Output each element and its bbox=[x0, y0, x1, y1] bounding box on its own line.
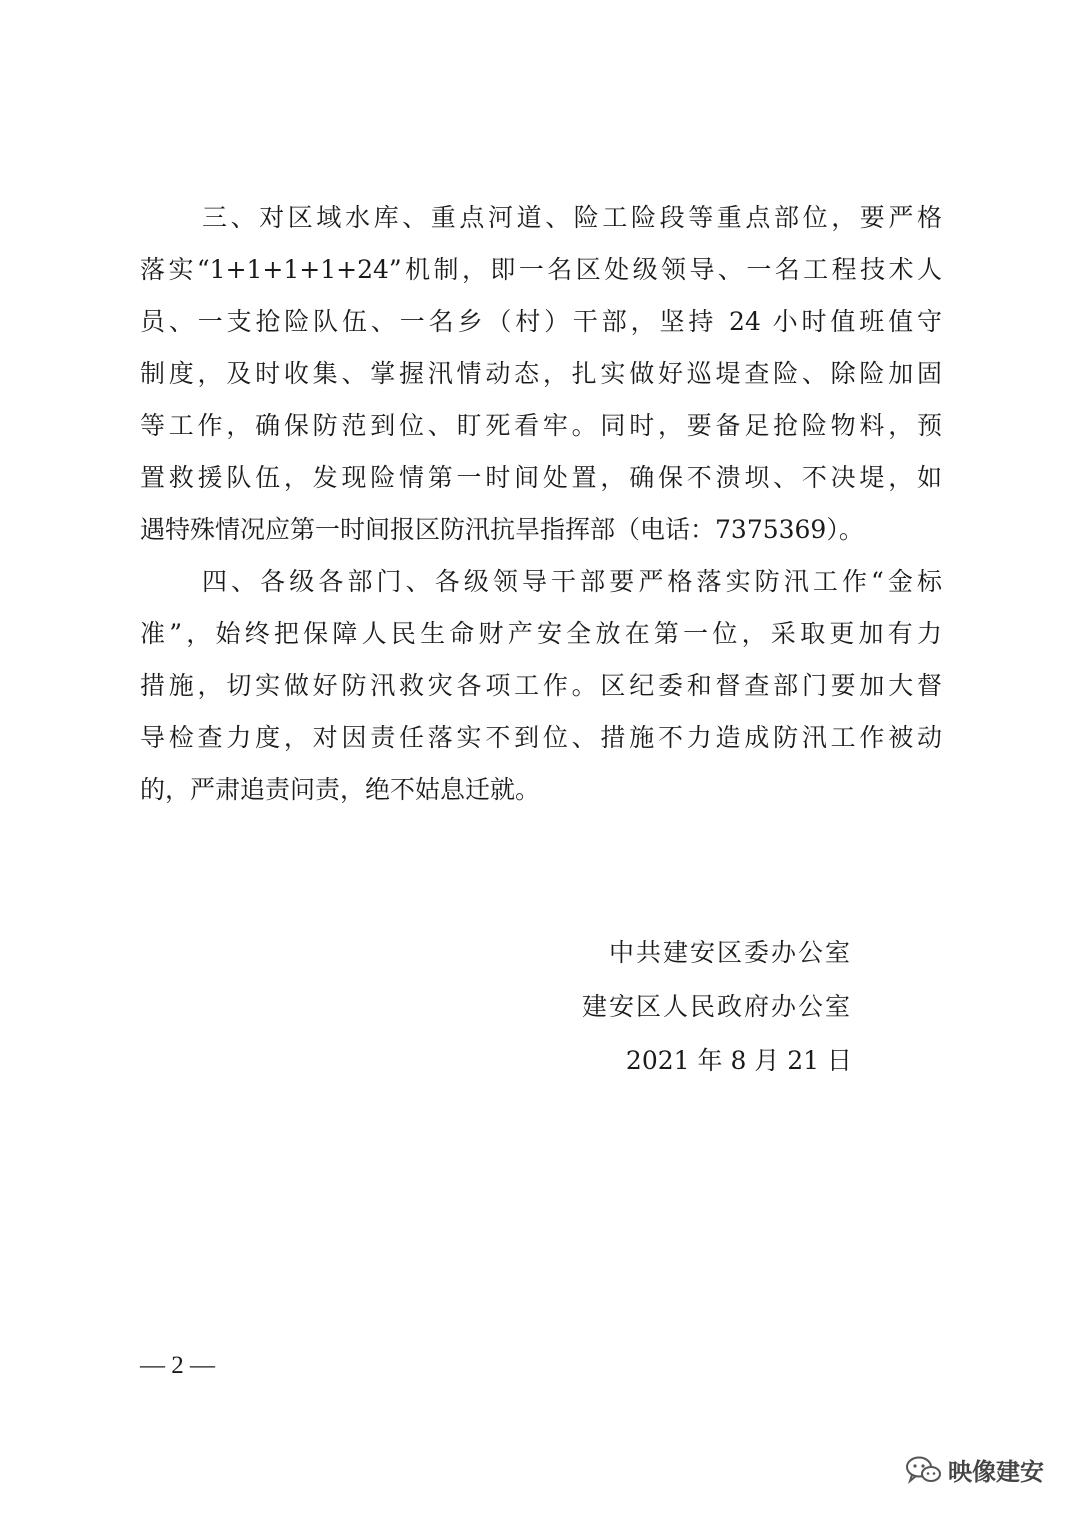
wechat-icon bbox=[904, 1455, 942, 1485]
document-body bbox=[140, 192, 942, 816]
paragraph-4-line: 准”，始终把保障人民生命财产安全放在第一位，采取更加有力 bbox=[140, 619, 942, 648]
watermark bbox=[904, 1452, 1044, 1487]
paragraph-3-line: 落实“1+1+1+1+24”机制，即一名区处级领导、一名工程技术人 bbox=[140, 255, 942, 284]
paragraph-3-line: 制度，及时收集、掌握汛情动态，扎实做好巡堤查险、除险加固 bbox=[140, 359, 942, 388]
paragraph-3-line: 遇特殊情况应第一时间报区防汛抗旱指挥部（电话：7375369）。 bbox=[140, 515, 864, 544]
paragraph-4-line: 措施，切实做好防汛救灾各项工作。区纪委和督查部门要加大督 bbox=[140, 671, 942, 700]
signing-date: 2021 年 8 月 21 日 bbox=[625, 1046, 852, 1075]
signature-block bbox=[582, 926, 852, 1088]
paragraph-4-line: 的，严肃追责问责，绝不姑息迁就。 bbox=[140, 775, 541, 804]
page-number: — 2 — bbox=[140, 1352, 215, 1379]
signing-organization: 建安区人民政府办公室 bbox=[581, 992, 852, 1021]
paragraph-3-line: 员、一支抢险队伍、一名乡（村）干部，坚持 24 小时值班值守 bbox=[140, 307, 942, 336]
paragraph-3-line: 置救援队伍，发现险情第一时间处置，确保不溃坝、不决堤，如 bbox=[140, 463, 942, 492]
paragraph-3-line: 三、对区域水库、重点河道、险工险段等重点部位，要严格 bbox=[202, 203, 942, 232]
signing-organization: 中共建安区委办公室 bbox=[608, 938, 852, 967]
watermark-text: 映像建安 bbox=[948, 1458, 1044, 1486]
paragraph-4-line: 四、各级各部门、各级领导干部要严格落实防汛工作“金标 bbox=[202, 567, 942, 596]
paragraph-3-line: 等工作，确保防范到位、盯死看牢。同时，要备足抢险物料，预 bbox=[140, 411, 942, 440]
paragraph-4-line: 导检查力度，对因责任落实不到位、措施不力造成防汛工作被动 bbox=[140, 723, 942, 752]
